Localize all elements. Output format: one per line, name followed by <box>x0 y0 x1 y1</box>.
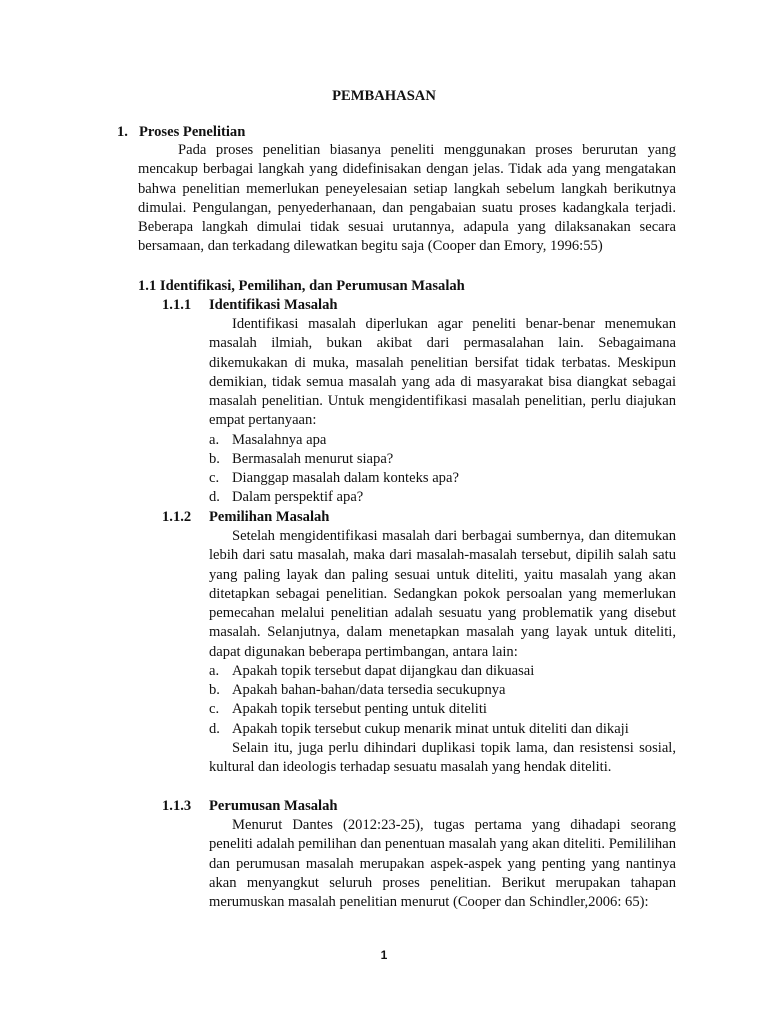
paragraph: Menurut Dantes (2012:23-25), tugas pertama yang dihadapi seorang peneliti adalah pemilihan dan penentuan masalah yang akan diteliti. Pemililihan dan perumusan masalah merupakan aspek-aspek yang penting yang nantinya akan menyangkut seluruh proses penelitian. Berikut merupakan tahapan merumuskan masalah penelitian menurut (Cooper dan Schindler,2006: 65): <box>209 817 676 910</box>
subsection-heading: 1.1 Identifikasi, Pemilihan, dan Perumusan Masalah <box>138 278 465 294</box>
page-title: PEMBAHASAN <box>332 88 436 104</box>
list-marker: a. <box>209 662 220 679</box>
list-marker: b. <box>209 450 220 467</box>
subsubsection-number: 1.1.1 <box>162 297 192 313</box>
subsubsection-heading-1-1-1 <box>162 296 338 315</box>
list-marker: b. <box>209 682 220 698</box>
list-text: Apakah topik tersebut penting untuk diteliti <box>232 701 487 718</box>
criteria-list <box>209 662 676 739</box>
section-paragraph: Pada proses penelitian biasanya peneliti menggunakan proses berurutan yang mencakup berbagai langkah yang didefinisakan dengan jelas. Tidak ada yang mengatakan bahwa penelitian memerlukan peneyelesaian setiap langkah sebelum langkah berikutnya dimulai. Pengulangan, penyederhanaan, dan pengabaian suatu proses kadangkala terjadi. Beberapa langkah dimulai tidak sesuai urutannya, adapula yang dilaksanakan secara bersamaan, dan terkadang dilewatkan begitu saja (Cooper dan Emory, 1996:55) <box>138 142 676 255</box>
subsubsection-heading-1-1-3 <box>162 797 338 816</box>
section-title: Proses Penelitian <box>139 124 246 140</box>
list-text: Apakah topik tersebut cukup menarik minat untuk diteliti dan dikaji <box>232 720 629 737</box>
subsubsection-number: 1.1.2 <box>162 509 192 525</box>
list-item <box>209 662 676 681</box>
list-item <box>209 469 676 488</box>
list-item <box>209 681 676 700</box>
list-marker: d. <box>209 720 220 737</box>
subsubsection-heading-1-1-2 <box>162 508 329 527</box>
subsubsection-title: Identifikasi Masalah <box>209 297 338 313</box>
paragraph: Identifikasi masalah diperlukan agar peneliti benar-benar menemukan masalah ilmiah, bukan akibat dari permasalahan lain. Sebagaimana dikemukakan di muka, masalah penelitian bersifat tidak terbatas. Meskipun demikian, tidak semua masalah yang ada di masyarakat bisa diangkat sebagai masalah penelitian. Untuk mengidentifikasi masalah penelitian, perlu diajukan empat pertanyaan: <box>209 316 676 429</box>
list-text: Dianggap masalah dalam konteks apa? <box>232 470 459 486</box>
list-text: Dalam perspektif apa? <box>232 489 364 506</box>
subsubsection-number: 1.1.3 <box>162 798 192 814</box>
subsubsection-body-1-1-3 <box>209 816 676 912</box>
subsubsection-body-1-1-2 <box>209 527 676 777</box>
section-number: 1. <box>117 124 128 140</box>
list-marker: c. <box>209 701 220 718</box>
page-number: 1 <box>380 948 388 962</box>
list-item <box>209 700 676 719</box>
list-marker: d. <box>209 489 220 506</box>
list-text: Apakah topik tersebut dapat dijangkau dan dikuasai <box>232 662 535 679</box>
subsubsection-title: Perumusan Masalah <box>209 798 338 814</box>
question-list <box>209 431 676 508</box>
subsubsection-body-1-1-1 <box>209 315 676 508</box>
list-item <box>209 450 676 469</box>
list-text: Masalahnya apa <box>232 431 327 448</box>
list-marker: c. <box>209 470 220 486</box>
list-text: Bermasalah menurut siapa? <box>232 450 394 467</box>
list-item <box>209 720 676 739</box>
closing-paragraph: Selain itu, juga perlu dihindari duplikasi topik lama, dan resistensi sosial, kultural dan ideologis terhadap sesuatu masalah yang hendak diteliti. <box>209 739 676 775</box>
paragraph: Setelah mengidentifikasi masalah dari berbagai sumbernya, dan ditemukan lebih dari satu masalah, maka dari masalah-masalah tersebut, dipilih salah satu yang paling layak dan paling sesuai untuk diteliti, yaitu masalah yang akan ditetapkan sebagai penelitian. Sedangkan pokok persoalan yang memerlukan pemecahan melalui penelitian adalah sesuatu yang problematik yang disebut masalah. Selanjutnya, dalam menetapkan masalah yang layak untuk diteliti, dapat digunakan beberapa pertimbangan, antara lain: <box>209 528 676 660</box>
subsubsection-title: Pemilihan Masalah <box>209 509 330 525</box>
list-text: Apakah bahan-bahan/data tersedia secukupnya <box>232 682 506 698</box>
list-item <box>209 431 676 450</box>
list-item <box>209 488 676 507</box>
section-heading <box>117 123 245 142</box>
list-marker: a. <box>209 431 220 448</box>
